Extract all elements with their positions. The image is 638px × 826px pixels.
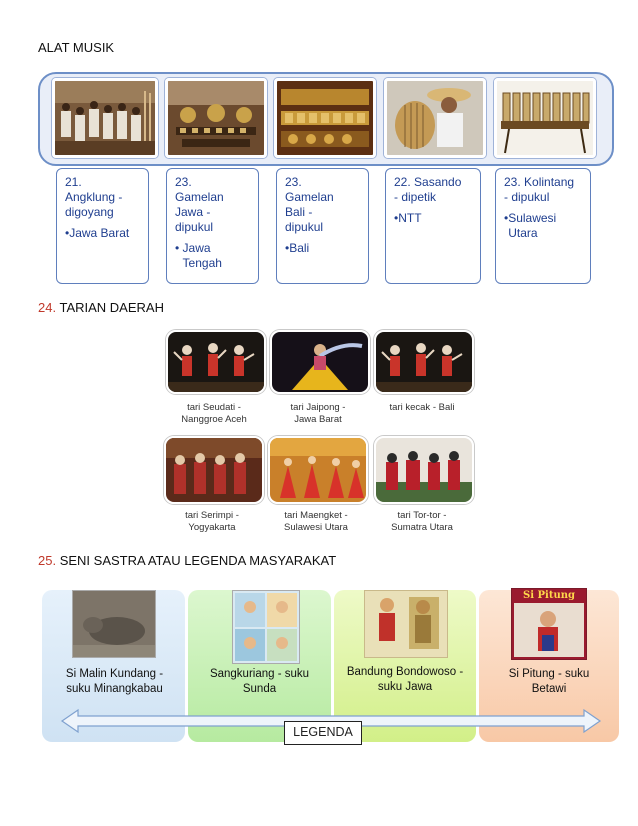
instrument-name-line: 23. [175, 175, 192, 189]
alat-musik-title: ALAT MUSIK [38, 40, 115, 55]
caption-tortor [372, 510, 472, 534]
book-title: Si Pitung [523, 590, 575, 601]
tari-maengket-photo [268, 436, 368, 504]
angklung-photo [52, 78, 158, 158]
caption-line: Sumatra Utara [391, 522, 453, 533]
instrument-name-line: Angklung - [65, 190, 123, 204]
instrument-card-angklung [56, 168, 149, 284]
tarian-title [38, 300, 164, 315]
instrument-region: •NTT [394, 211, 422, 225]
legend-line: Bandung Bondowoso - [346, 666, 464, 678]
section-number: 24. [38, 300, 57, 315]
legend-line: Sangkuriang - suku [209, 668, 310, 680]
caption-line: tari Maengket - [284, 510, 348, 521]
caption-line: tari Seudati - [187, 402, 241, 413]
legend-line: suku Jawa [377, 681, 433, 693]
legend-name-bandung-bondowoso [336, 665, 474, 695]
caption-line: tari kecak - Bali [389, 402, 455, 413]
caption-line: tari Jaipong - [290, 402, 346, 413]
legend-line: suku Minangkabau [66, 683, 163, 695]
malin-kundang-image [72, 590, 156, 658]
region-text: Jawa Tengah [182, 241, 222, 270]
instrument-region: • Jawa Tengah [175, 241, 250, 271]
tari-jaipong-photo [270, 330, 370, 394]
si-pitung-book-image [511, 588, 587, 660]
legend-line: Sunda [242, 683, 277, 695]
section-title-text: TARIAN DAERAH [59, 300, 164, 315]
instrument-name-line: Gamelan [175, 190, 224, 204]
region-text: Jawa Barat [69, 226, 130, 240]
tari-serimpi-photo [164, 436, 264, 504]
legend-name-si-pitung [482, 667, 616, 697]
sangkuriang-image [232, 590, 300, 664]
caption-line: tari Serimpi - [185, 510, 239, 521]
kolintang-photo [494, 78, 596, 158]
instrument-card-gamelan-bali [276, 168, 369, 284]
instrument-card-gamelan-jawa [166, 168, 259, 284]
legend-line: Si Pitung - suku [508, 668, 590, 680]
legend-name-sangkuriang [193, 667, 326, 697]
region-text: NTT [398, 211, 422, 225]
legend-name-malin-kundang [48, 667, 181, 697]
gamelan-jawa-photo [165, 78, 267, 158]
instrument-region: •Bali [285, 241, 310, 255]
instrument-name-line: digoyang [65, 205, 114, 219]
instrument-card-kolintang [495, 168, 591, 284]
instrument-region: •Jawa Barat [65, 226, 130, 240]
instrument-name-line: 23. Kolintang [504, 175, 575, 189]
region-text: Bali [289, 241, 310, 255]
caption-maengket [266, 510, 366, 534]
caption-line: tari Tor-tor - [397, 510, 447, 521]
section-title-text: SENI SASTRA ATAU LEGENDA MASYARAKAT [59, 553, 337, 568]
instrument-name-line: dipukul [175, 220, 214, 234]
caption-kecak [372, 402, 472, 414]
instrument-card-sasando [385, 168, 481, 284]
caption-seudati [166, 402, 262, 426]
caption-jaipong [268, 402, 368, 426]
caption-line: Sulawesi Utara [284, 522, 348, 533]
sastra-title [38, 553, 336, 568]
instrument-name-line: 21. [65, 175, 82, 189]
instrument-region: • Sulawesi Utara [504, 211, 582, 241]
instrument-name-line: Jawa - [175, 205, 211, 219]
instrument-name-line: 22. Sasando [394, 175, 462, 189]
sasando-photo [384, 78, 486, 158]
section-number: 25. [38, 553, 57, 568]
instrument-name-line: - dipetik [394, 190, 437, 204]
tari-seudati-photo [166, 330, 266, 394]
instrument-name-line: 23. [285, 175, 302, 189]
instrument-name-line: Bali - [285, 205, 313, 219]
caption-line: Jawa Barat [294, 414, 342, 425]
caption-line: Yogyakarta [188, 522, 236, 533]
legend-label-box: LEGENDA [284, 721, 362, 745]
region-text: Sulawesi Utara [508, 211, 557, 240]
instrument-name-line: dipukul [285, 220, 324, 234]
tari-kecak-photo [374, 330, 474, 394]
legend-line: Si Malin Kundang - [65, 668, 164, 680]
instrument-name-line: Gamelan [285, 190, 334, 204]
tari-tortor-photo [374, 436, 474, 504]
caption-serimpi [162, 510, 262, 534]
caption-line: Nanggroe Aceh [181, 414, 247, 425]
legend-line: Betawi [531, 683, 567, 695]
gamelan-bali-photo [274, 78, 376, 158]
instrument-name-line: - dipukul [504, 190, 550, 204]
bandung-bondowoso-image [364, 590, 448, 658]
